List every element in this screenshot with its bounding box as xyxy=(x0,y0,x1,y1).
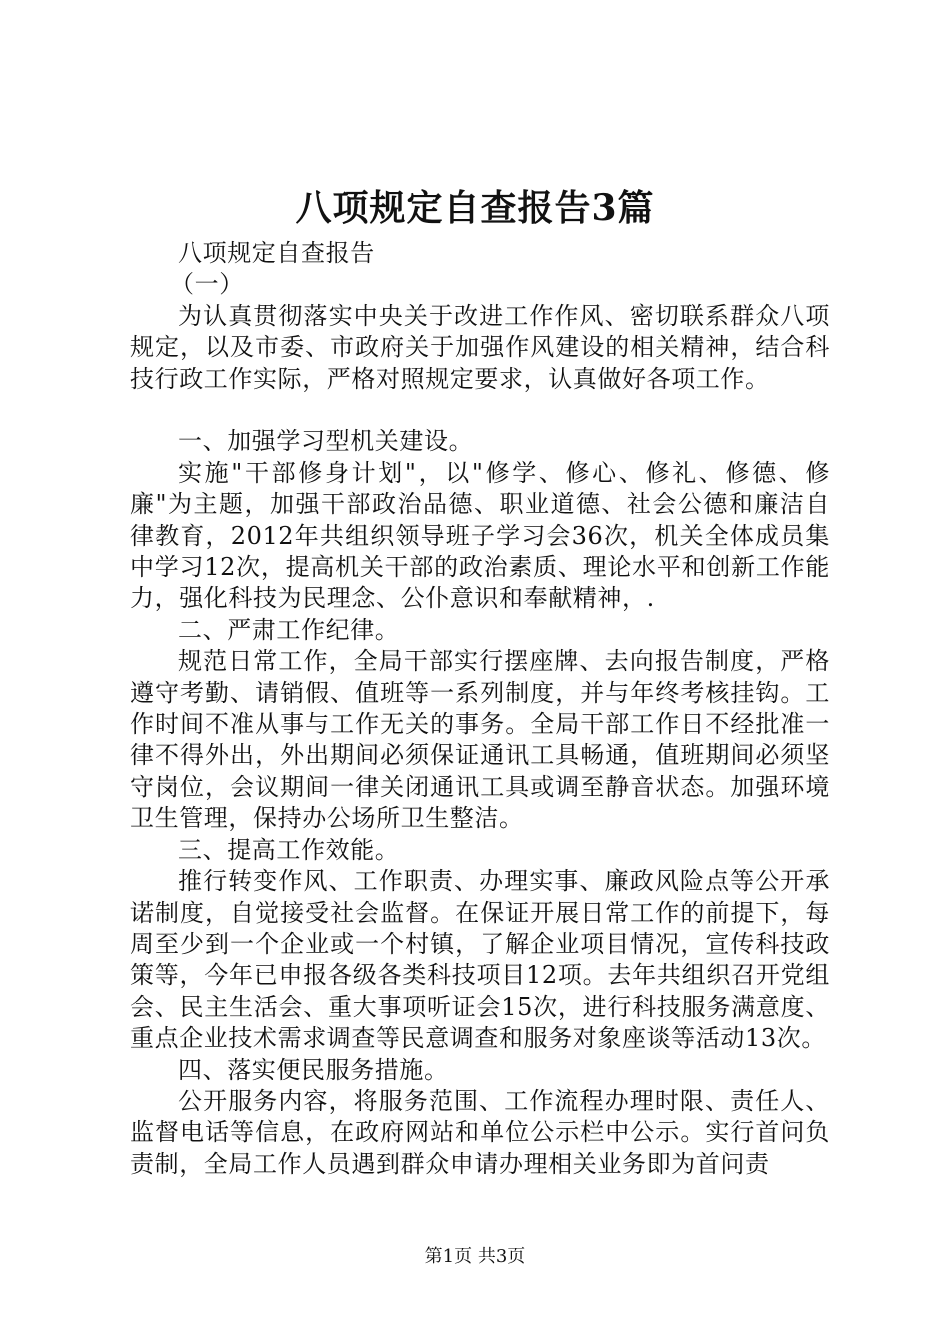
section-paragraph-4: 公开服务内容，将服务范围、工作流程办理时限、责任人、监督电话等信息，在政府网站和单位公示栏中公示。实行首问负责制，全局工作人员遇到群众申请办理相关业务即为首问责 xyxy=(130,1086,830,1178)
section-paragraph-2: 规范日常工作，全局干部实行摆座牌、去向报告制度，严格遵守考勤、请销假、值班等一系列制度，并与年终考核挂钩。工作时间不准从事与工作无关的事务。全局干部工作日不经批准一律不得外出，外出期间必须保证通讯工具畅通，值班期间必须坚守岗位，会议期间一律关闭通讯工具或调至静音状态。加强环境卫生管理，保持办公场所卫生整洁。 xyxy=(130,647,830,833)
section-paragraph-3: 推行转变作风、工作职责、办理实事、廉政风险点等公开承诺制度，自觉接受社会监督。在保证开展日常工作的前提下，每周至少到一个企业或一个村镇，了解企业项目情况，宣传科技政策等，今年已申报各级各类科技项目12项。去年共组织召开党组会、民主生活会、重大事项听证会15次，进行科技服务满意度、重点企业技术需求调查等民意调查和服务对象座谈等活动13次。 xyxy=(130,867,830,1053)
page-footer: 第1页 共3页 xyxy=(424,1246,526,1267)
intro-paragraph: 为认真贯彻落实中央关于改进工作作风、密切联系群众八项规定，以及市委、市政府关于加强作风建设的相关精神，结合科技行政工作实际，严格对照规定要求，认真做好各项工作。 xyxy=(130,301,830,393)
section-heading-1: 一、加强学习型机关建设。 xyxy=(178,427,474,456)
document-title: 八项规定自查报告3篇 xyxy=(295,187,655,229)
section-heading-3: 三、提高工作效能。 xyxy=(178,835,400,864)
blank-line xyxy=(130,395,830,426)
section-heading-4: 四、落实便民服务措施。 xyxy=(178,1055,449,1084)
section-paragraph-1: 实施"干部修身计划"，以"修学、修心、修礼、修德、修廉"为主题，加强干部政治品德、职业道德、社会公德和廉洁自律教育，2012年共组织领导班子学习会36次，机关全体成员集中学习12次，提高机关干部的政治素质、理论水平和创新工作能力，强化科技为民理念、公仆意识和奉献精神，. xyxy=(130,458,830,613)
document-body xyxy=(130,238,830,1180)
part-marker: （一） xyxy=(170,270,244,299)
report-subtitle: 八项规定自查报告 xyxy=(178,239,375,267)
section-heading-2: 二、严肃工作纪律。 xyxy=(178,615,400,644)
